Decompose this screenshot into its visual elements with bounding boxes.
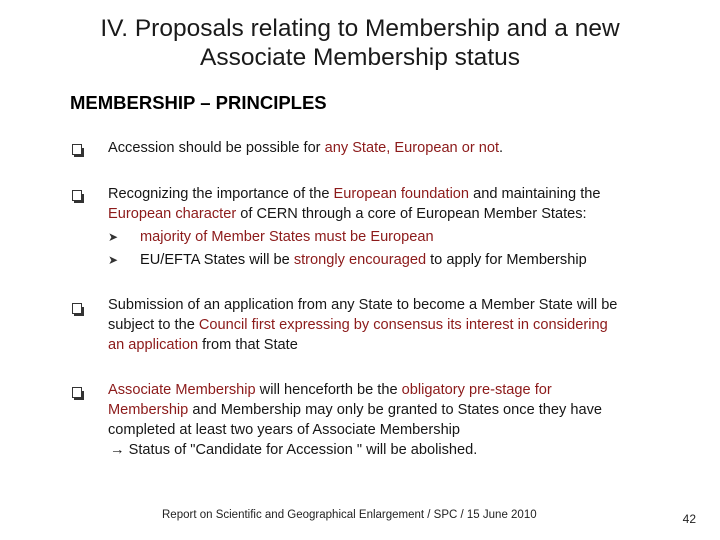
bullet-4-part-1: Associate Membership	[108, 382, 256, 398]
sub-bullet-2	[108, 250, 587, 270]
bullet-3-part-5: from that State	[198, 337, 298, 353]
bullet-2-part-1: Recognizing the importance of the	[108, 186, 334, 202]
bullet-3	[108, 295, 678, 355]
bullet-3-line-3	[108, 335, 678, 355]
bullet-3-line-2	[108, 315, 678, 335]
footer-text: Report on Scientific and Geographical Enlargement / SPC / 15 June 2010	[162, 509, 537, 521]
bullet-4-part-2: will henceforth be the	[255, 382, 402, 398]
bullet-4-part-4: Membership	[108, 402, 189, 418]
bullet-2-part-2: European foundation	[333, 186, 470, 202]
bullet-1	[108, 138, 678, 158]
bullet-4-part-5: and Membership may only be granted to States once they have	[188, 402, 603, 418]
bullet-2-part-3: and maintaining the	[469, 186, 601, 202]
bullet-3-line-1: Submission of an application from any State to become a Member State will be	[108, 297, 618, 313]
section-heading: MEMBERSHIP – PRINCIPLES	[70, 92, 327, 113]
bullet-3-part-4: an application	[108, 337, 199, 353]
bullet-4-line-4: → Status of "Candidate for Accession " will be abolished.	[110, 442, 478, 458]
title-line-1: IV. Proposals relating to Membership and a new	[100, 15, 620, 42]
checkbox-bullet-icon	[72, 144, 82, 155]
sub-bullet-1-text: majority of Member States must be European	[140, 229, 434, 245]
arrow-bullet-icon: ➤	[108, 230, 119, 244]
bullet-4-line-3: completed at least two years of Associate Membership	[108, 422, 461, 438]
bullet-4-line-1	[108, 380, 678, 400]
bullet-2-line-1	[108, 184, 678, 204]
title-line-2: Associate Membership status	[200, 44, 520, 71]
page-number: 42	[682, 512, 696, 526]
sub-bullet-1	[108, 227, 434, 247]
arrow-bullet-icon: ➤	[108, 253, 119, 267]
bullet-2-line-2	[108, 204, 678, 224]
sub-bullet-2-part-2: strongly encouraged	[293, 252, 427, 268]
checkbox-bullet-icon	[72, 190, 82, 201]
bullet-1-part-1: Accession should be possible for	[108, 140, 325, 156]
bullet-1-part-3: .	[499, 140, 504, 156]
bullet-3-part-3: Council first expressing by consensus its interest in considering	[198, 317, 608, 333]
bullet-3-part-2: subject to the	[108, 317, 199, 333]
bullet-4-part-3: obligatory pre-stage for	[401, 382, 552, 398]
bullet-4	[108, 380, 678, 460]
checkbox-bullet-icon	[72, 387, 82, 398]
checkbox-bullet-icon	[72, 303, 82, 314]
bullet-2-part-4: European character	[108, 206, 237, 222]
bullet-4-line-2	[108, 400, 678, 420]
bullet-2-part-5: of CERN through a core of European Member States:	[236, 206, 587, 222]
sub-bullet-2-part-3: to apply for Membership	[426, 252, 587, 268]
bullet-1-part-2: any State, European or not	[324, 140, 500, 156]
sub-bullet-2-part-1: EU/EFTA States will be	[140, 252, 294, 268]
bullet-2	[108, 184, 678, 224]
slide-title	[40, 14, 680, 72]
